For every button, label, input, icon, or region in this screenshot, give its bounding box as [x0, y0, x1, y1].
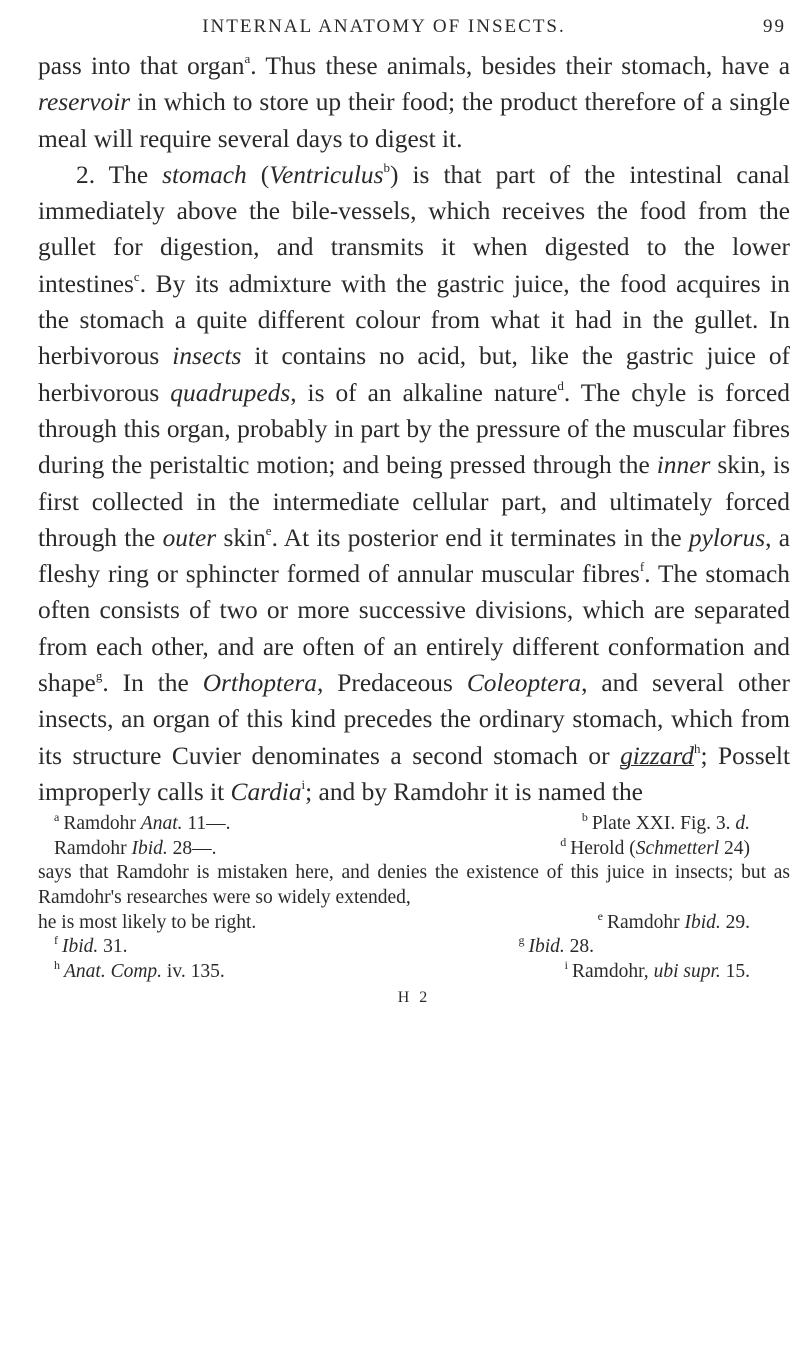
body-text	[38, 48, 790, 810]
footnote-row-1	[38, 812, 790, 837]
footnote-row-3	[38, 908, 790, 936]
footnote-c-ref: Ramdohr Ibid. 28—.	[54, 837, 217, 859]
footnote-row-2	[38, 834, 790, 862]
footnote-ref-d: d	[557, 377, 564, 393]
footnote-ref-i: i	[301, 776, 306, 792]
footnote-ref-c: c	[133, 268, 140, 284]
paragraph-continued: pass into that organ$^a$. Thus these animals, besides their stomach, have a reservoir in which to store up their food; the product therefore of a single meal will require several days to digest it.	[38, 51, 790, 153]
footnote-i: $^i$ Ramdohr, ubi supr. 15.	[564, 957, 750, 982]
footnote-d-end: he is most likely to be right.	[38, 911, 257, 933]
footnote-b: $^b$ Plate XXI. Fig. 3. d.	[581, 810, 750, 835]
footnote-h: $^h$ Anat. Comp. iv. 135.	[54, 957, 225, 982]
page-number: 99	[763, 16, 786, 37]
footnote-f: $^f$ Ibid. 31.	[54, 933, 128, 958]
signature-mark: H 2	[397, 989, 431, 1007]
footnote-ref-h: h	[693, 740, 701, 756]
footnote-ref-a: a	[244, 51, 251, 66]
footnote-g: $^g$ Ibid. 28.	[518, 933, 594, 958]
footnote-d: $^d$ Herold (Schmetterl 24)	[560, 834, 750, 859]
footnote-ref-g: g	[95, 668, 103, 684]
footnote-d-continued: says that Ramdohr is mistaken here, and denies the existence of this juice in insects; but as Ramdohr's researches were so widely extended,	[38, 862, 790, 909]
footnote-row-4	[38, 935, 790, 960]
footnote-ref-e: e	[265, 522, 272, 538]
footnote-e: $^e$ Ramdohr Ibid. 29.	[597, 908, 750, 933]
running-title: INTERNAL ANATOMY OF INSECTS.	[202, 16, 566, 37]
page	[38, 0, 790, 1011]
running-head	[38, 8, 790, 48]
footnote-ref-f: f	[639, 559, 645, 575]
footnote-row-5	[38, 957, 790, 985]
footnotes	[38, 812, 790, 1011]
footnote-a: $^a$ Ramdohr Anat. 11—.	[54, 810, 231, 835]
paragraph-stomach: 2. The stomach (Ventriculus$^b$) is that part of the intestinal canal immediately above the bile-vessels, which receives the food from the gullet for digestion, and transmits it when digested to the lower intestines$^c$. By its admixture with the gastric juice, the food acquires in the stomach a quite different colour from what it had in the gullet. In herbivorous insects it contains no acid, but, like the gastric juice of herbivorous quadrupeds, is of an alkaline nature$^d$. The chyle is forced through this organ, probably in part by the pressure of the muscular fibres during the peristaltic motion; and being pressed through the inner skin, is first collected in the intermediate cellular part, and ultimately forced through the outer skin$^e$. At its posterior end it terminates in the pylorus, a fleshy ring or sphincter formed of annular muscular fibres$^f$. The stomach often consists of two or more successive divisions, which are separated from each other, and are often of an entirely different conformation and shape$^g$. In the Orthoptera, Predaceous Coleoptera, and several other insects, an organ of this kind precedes the ordinary stomach, which from its structure Cuvier denominates a second stomach or gizzard$^h$; Posselt improperly calls it Cardia$^i$; and by Ramdohr it is named the	[38, 159, 791, 806]
footnote-ref-b: b	[383, 159, 391, 175]
